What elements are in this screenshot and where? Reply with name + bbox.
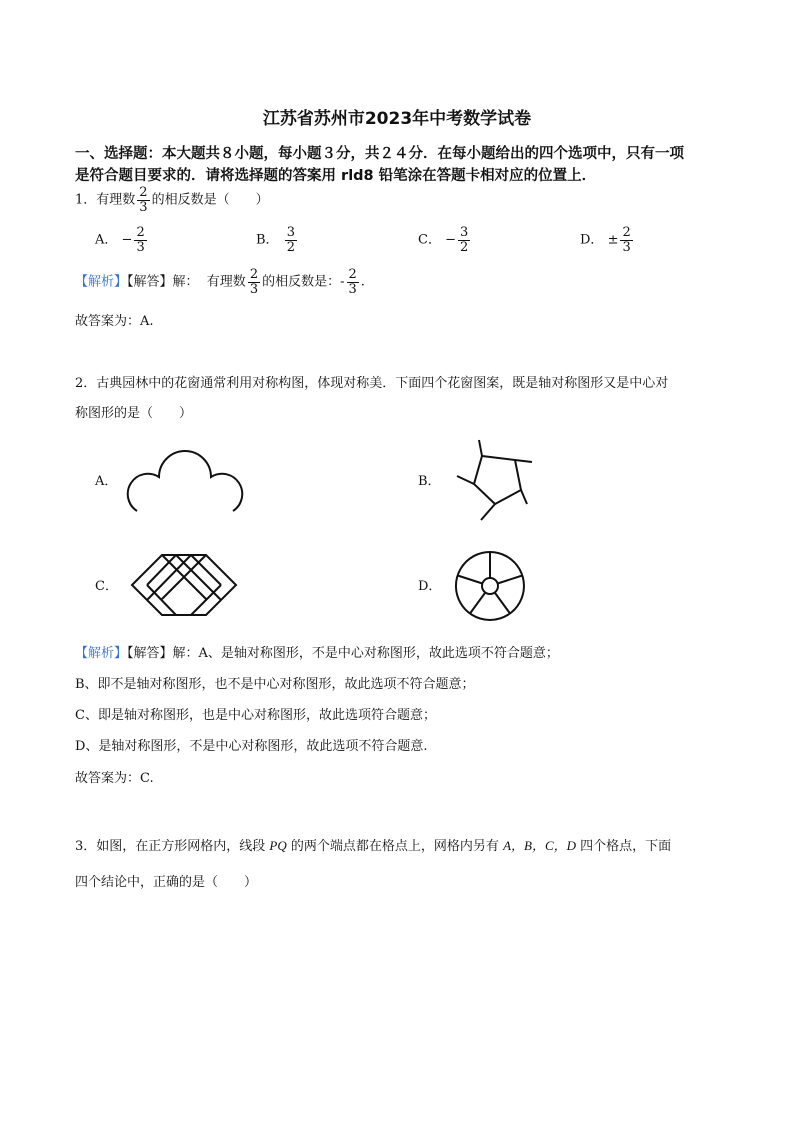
flower-window-figure [452, 548, 528, 624]
q1-stem-fraction: $\frac{2}{3}$ [139, 185, 148, 215]
pentagon-window-figure [455, 438, 535, 522]
analysis-tag: 【解析】 [75, 274, 128, 290]
q3-stem-line1: 3．如图，在正方形网格内，线段 PQ 的两个端点都在格点上，网格内另有 A，B，C，D 四个格点，下面 [75, 838, 672, 854]
q1-option-c: C． − $\frac{3}{2}$ [418, 225, 469, 255]
section-instructions-line2: 是符合题目要求的．请将选择题的答案用 rld8 铅笔涂在答题卡相对应的位置上． [75, 168, 597, 184]
section-instructions-line1: 一、选择题：本大题共８小题，每小题３分，共２４分．在每小题给出的四个选项中，只有一项 [75, 146, 684, 162]
q1-option-b: B． $\frac{3}{2}$ [256, 225, 295, 255]
q1-conclusion: 故答案为：A. [75, 314, 154, 329]
q2-analysis-line3: C、即是轴对称图形，也是中心对称图形，故此选项符合题意； [75, 708, 436, 723]
lattice-window-figure [128, 554, 240, 616]
q3-segment-name: PQ [269, 838, 287, 853]
q2-stem-line1: 2．古典园林中的花窗通常利用对称构图，体现对称美．下面四个花窗图案，既是轴对称图形又是中心对 [75, 376, 669, 391]
cloud-window-figure [134, 448, 238, 514]
q1-stem: 1．有理数 $\frac{2}{3}$ 的相反数是（ ） [75, 185, 269, 215]
q2-conclusion: 故答案为：C. [75, 771, 154, 786]
q2-analysis-line4: D、是轴对称图形，不是中心对称图形，故此选项不符合题意. [75, 739, 428, 754]
q2-analysis-line1: 【解析】【解答】解：A、是轴对称图形，不是中心对称图形，故此选项不符合题意； [75, 646, 559, 661]
q2-analysis-line2: B、即不是轴对称图形，也不是中心对称图形，故此选项不符合题意； [75, 677, 475, 692]
q2-option-b-label: B． [418, 474, 441, 489]
q2-option-d-label: D． [418, 579, 442, 594]
page-title: 江苏省苏州市2023年中考数学试卷 [262, 109, 532, 129]
q1-option-a: A． − $\frac{2}{3}$ [95, 225, 145, 255]
q2-option-c-label: C． [95, 579, 118, 594]
q2-option-a-label: A． [95, 474, 118, 489]
q3-points: A，B，C，D [503, 838, 577, 853]
q2-stem-line2: 称图形的是（ ） [75, 406, 193, 421]
q3-stem-line2: 四个结论中，正确的是（ ） [75, 875, 258, 890]
analysis-tag: 【解析】 [75, 646, 128, 661]
q1-analysis: 【解析】【解答】解： 有理数 $\frac{2}{3}$ 的相反数是：- $\frac{2}{3}$ . [75, 267, 365, 297]
q1-option-d: D． ± $\frac{2}{3}$ [580, 225, 631, 255]
